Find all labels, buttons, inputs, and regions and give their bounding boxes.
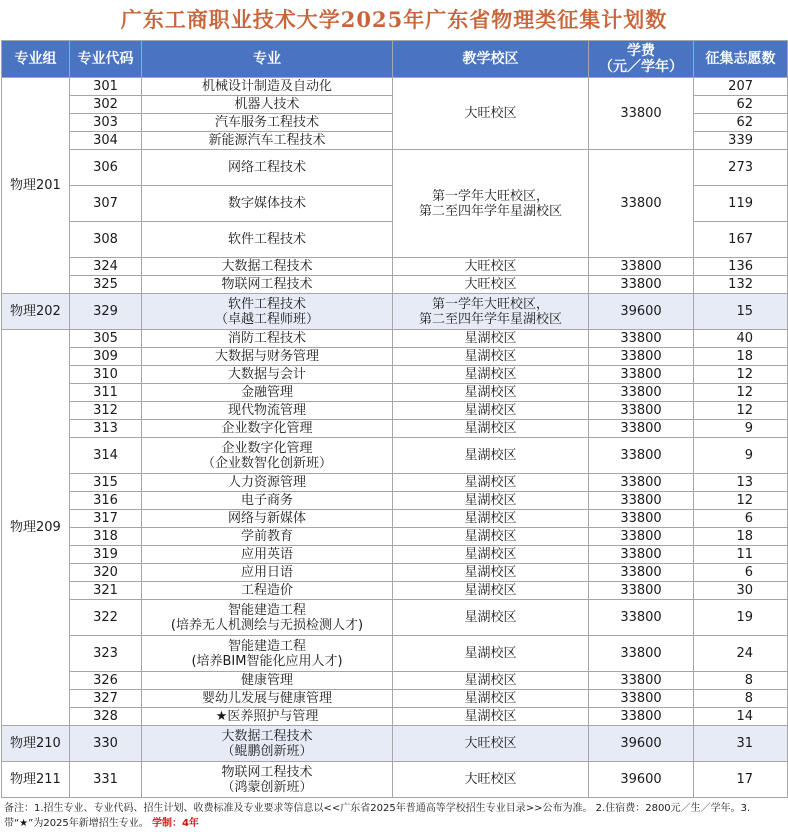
major-line1: 智能建造工程 (227, 602, 306, 618)
campus-cell: 大旺校区 (393, 78, 589, 150)
code-cell: 329 (70, 294, 142, 330)
campus-cell: 星湖校区 (393, 384, 589, 402)
header-quota: 征集志愿数 (694, 41, 788, 78)
campus-cell: 大旺校区 (393, 258, 589, 276)
campus-cell: 星湖校区 (393, 510, 589, 528)
fee-cell: 33800 (589, 402, 694, 420)
campus-cell: 星湖校区 (393, 690, 589, 708)
quota-cell: 339 (694, 132, 788, 150)
fee-cell: 33800 (589, 546, 694, 564)
header-row (2, 41, 788, 78)
campus-line2: 第二至四年学年星湖校区 (418, 203, 562, 219)
major-line1: 软件工程技术 (227, 296, 306, 312)
table-row (2, 366, 788, 384)
campus-cell: 星湖校区 (393, 420, 589, 438)
major-cell: 软件工程技术 (142, 222, 393, 258)
major-cell: 电子商务 (142, 492, 393, 510)
code-cell: 313 (70, 420, 142, 438)
fee-cell: 33800 (589, 636, 694, 672)
major-cell: 现代物流管理 (142, 402, 393, 420)
quota-cell: 19 (694, 600, 788, 636)
major-line2: （鲲鹏创新班） (221, 743, 313, 759)
group-cell: 物理211 (2, 762, 70, 798)
major-cell: 数字媒体技术 (142, 186, 393, 222)
campus-cell (393, 150, 589, 258)
major-cell: 大数据与会计 (142, 366, 393, 384)
major-cell: 学前教育 (142, 528, 393, 546)
code-cell: 310 (70, 366, 142, 384)
group-cell: 物理201 (2, 78, 70, 294)
major-cell (142, 636, 393, 672)
fee-cell: 33800 (589, 420, 694, 438)
table-row (2, 276, 788, 294)
major-cell (142, 438, 393, 474)
major-cell: 婴幼儿发展与健康管理 (142, 690, 393, 708)
admission-plan-table (1, 40, 788, 798)
major-cell: 网络与新媒体 (142, 510, 393, 528)
table-row (2, 150, 788, 186)
table-row (2, 564, 788, 582)
fee-cell: 33800 (589, 600, 694, 636)
campus-cell: 星湖校区 (393, 402, 589, 420)
quota-cell: 12 (694, 402, 788, 420)
quota-cell: 136 (694, 258, 788, 276)
major-cell: 人力资源管理 (142, 474, 393, 492)
fee-cell: 33800 (589, 492, 694, 510)
fee-cell: 39600 (589, 726, 694, 762)
table-row (2, 546, 788, 564)
major-cell (142, 726, 393, 762)
fee-cell: 33800 (589, 258, 694, 276)
footnote-text: 备注：1.招生专业、专业代码、招生计划、收费标准及专业要求等信息以<<广东省2025年普通高等学校招生专业目录>>公布为准。 2.住宿费：2800元／生／学年。3.带“★”为2025年新增招生专业。 (4, 803, 751, 829)
fee-cell: 33800 (589, 366, 694, 384)
fee-cell: 33800 (589, 582, 694, 600)
quota-cell: 9 (694, 438, 788, 474)
code-cell: 323 (70, 636, 142, 672)
code-cell: 301 (70, 78, 142, 96)
campus-cell: 星湖校区 (393, 492, 589, 510)
code-cell: 324 (70, 258, 142, 276)
major-cell (142, 600, 393, 636)
table-row (2, 330, 788, 348)
fee-cell: 33800 (589, 384, 694, 402)
new-major-star-icon: ★ (215, 709, 228, 724)
quota-cell: 12 (694, 492, 788, 510)
fee-cell: 33800 (589, 690, 694, 708)
major-line1: 企业数字化管理 (221, 440, 313, 456)
quota-cell: 6 (694, 564, 788, 582)
fee-cell: 39600 (589, 294, 694, 330)
major-cell: 健康管理 (142, 672, 393, 690)
header-fee-line1: 学费 (627, 43, 655, 59)
major-cell: 大数据工程技术 (142, 258, 393, 276)
table-row (2, 384, 788, 402)
major-line2: （企业数智化创新班） (201, 455, 332, 471)
quota-cell: 8 (694, 672, 788, 690)
major-cell: 应用英语 (142, 546, 393, 564)
code-cell: 326 (70, 672, 142, 690)
code-cell: 330 (70, 726, 142, 762)
quota-cell: 13 (694, 474, 788, 492)
quota-cell: 15 (694, 294, 788, 330)
major-cell: 企业数字化管理 (142, 420, 393, 438)
quota-cell: 11 (694, 546, 788, 564)
code-cell: 309 (70, 348, 142, 366)
fee-cell: 33800 (589, 276, 694, 294)
quota-cell: 40 (694, 330, 788, 348)
fee-cell: 33800 (589, 438, 694, 474)
table-row (2, 258, 788, 276)
campus-cell: 星湖校区 (393, 582, 589, 600)
major-line2: (培养BIM智能化应用人才) (191, 653, 343, 669)
major-cell: 大数据与财务管理 (142, 348, 393, 366)
table-row (2, 726, 788, 762)
fee-cell: 33800 (589, 672, 694, 690)
fee-cell: 33800 (589, 348, 694, 366)
code-cell: 306 (70, 150, 142, 186)
footnote-highlight: 学制：4年 (151, 818, 199, 829)
table-row (2, 510, 788, 528)
table-row (2, 762, 788, 798)
campus-cell: 星湖校区 (393, 672, 589, 690)
code-cell: 327 (70, 690, 142, 708)
fee-cell: 33800 (589, 330, 694, 348)
code-cell: 320 (70, 564, 142, 582)
fee-cell: 39600 (589, 762, 694, 798)
code-cell: 304 (70, 132, 142, 150)
code-cell: 307 (70, 186, 142, 222)
table-row (2, 420, 788, 438)
table-row (2, 636, 788, 672)
campus-cell: 星湖校区 (393, 636, 589, 672)
table-row (2, 294, 788, 330)
major-line1: 大数据工程技术 (221, 728, 313, 744)
quota-cell: 273 (694, 150, 788, 186)
major-cell (142, 708, 393, 726)
code-cell: 321 (70, 582, 142, 600)
quota-cell: 9 (694, 420, 788, 438)
code-cell: 317 (70, 510, 142, 528)
fee-cell: 33800 (589, 510, 694, 528)
quota-cell: 18 (694, 348, 788, 366)
quota-cell: 62 (694, 96, 788, 114)
quota-cell: 6 (694, 510, 788, 528)
code-cell: 322 (70, 600, 142, 636)
campus-cell: 星湖校区 (393, 546, 589, 564)
table-row (2, 438, 788, 474)
major-cell: 应用日语 (142, 564, 393, 582)
code-cell: 312 (70, 402, 142, 420)
table-row (2, 492, 788, 510)
table-row (2, 600, 788, 636)
quota-cell: 24 (694, 636, 788, 672)
code-cell: 316 (70, 492, 142, 510)
table-row (2, 78, 788, 96)
major-cell: 机械设计制造及自动化 (142, 78, 393, 96)
campus-cell: 星湖校区 (393, 564, 589, 582)
major-cell: 机器人技术 (142, 96, 393, 114)
quota-cell: 31 (694, 726, 788, 762)
campus-cell: 星湖校区 (393, 474, 589, 492)
major-line2: （鸿蒙创新班） (221, 779, 313, 795)
code-cell: 305 (70, 330, 142, 348)
page-title: 广东工商职业技术大学2025年广东省物理类征集计划数 (120, 7, 668, 32)
major-cell: 物联网工程技术 (142, 276, 393, 294)
major-cell: 金融管理 (142, 384, 393, 402)
header-major: 专业 (142, 41, 393, 78)
code-cell: 303 (70, 114, 142, 132)
campus-cell: 大旺校区 (393, 726, 589, 762)
major-cell: 消防工程技术 (142, 330, 393, 348)
quota-cell: 167 (694, 222, 788, 258)
campus-cell: 星湖校区 (393, 438, 589, 474)
fee-cell: 33800 (589, 528, 694, 546)
quota-cell: 132 (694, 276, 788, 294)
table-row (2, 690, 788, 708)
major-line2: (培养无人机测绘与无损检测人才) (170, 617, 364, 633)
campus-cell: 星湖校区 (393, 528, 589, 546)
campus-cell: 星湖校区 (393, 348, 589, 366)
major-cell: 汽车服务工程技术 (142, 114, 393, 132)
fee-cell: 33800 (589, 78, 694, 150)
table-row (2, 474, 788, 492)
table-row (2, 708, 788, 726)
fee-cell: 33800 (589, 474, 694, 492)
quota-cell: 207 (694, 78, 788, 96)
quota-cell: 14 (694, 708, 788, 726)
campus-cell: 星湖校区 (393, 330, 589, 348)
fee-cell: 33800 (589, 150, 694, 258)
table-row (2, 348, 788, 366)
table-row (2, 402, 788, 420)
campus-cell (393, 294, 589, 330)
campus-line1: 第一学年大旺校区， (431, 296, 549, 312)
major-line1: 智能建造工程 (227, 638, 306, 654)
campus-cell: 星湖校区 (393, 366, 589, 384)
fee-cell: 33800 (589, 708, 694, 726)
quota-cell: 17 (694, 762, 788, 798)
group-cell: 物理210 (2, 726, 70, 762)
quota-cell: 12 (694, 384, 788, 402)
quota-cell: 30 (694, 582, 788, 600)
code-cell: 302 (70, 96, 142, 114)
code-cell: 311 (70, 384, 142, 402)
code-cell: 314 (70, 438, 142, 474)
major-cell (142, 762, 393, 798)
header-group: 专业组 (2, 41, 70, 78)
code-cell: 318 (70, 528, 142, 546)
major-cell: 新能源汽车工程技术 (142, 132, 393, 150)
campus-cell: 大旺校区 (393, 762, 589, 798)
campus-line1: 第一学年大旺校区， (431, 188, 549, 204)
code-cell: 319 (70, 546, 142, 564)
footnote (0, 801, 788, 831)
campus-cell: 星湖校区 (393, 600, 589, 636)
group-cell: 物理209 (2, 330, 70, 726)
code-cell: 331 (70, 762, 142, 798)
header-fee (589, 41, 694, 78)
code-cell: 328 (70, 708, 142, 726)
table-row (2, 528, 788, 546)
quota-cell: 62 (694, 114, 788, 132)
header-fee-line2: （元／学年） (599, 59, 683, 75)
quota-cell: 8 (694, 690, 788, 708)
header-code: 专业代码 (70, 41, 142, 78)
campus-cell: 星湖校区 (393, 708, 589, 726)
code-cell: 308 (70, 222, 142, 258)
quota-cell: 12 (694, 366, 788, 384)
major-text: 医养照护与管理 (227, 709, 319, 724)
fee-cell: 33800 (589, 564, 694, 582)
code-cell: 325 (70, 276, 142, 294)
campus-line2: 第二至四年学年星湖校区 (418, 311, 562, 327)
code-cell: 315 (70, 474, 142, 492)
campus-cell: 大旺校区 (393, 276, 589, 294)
table-row (2, 672, 788, 690)
major-line2: （卓越工程师班） (214, 311, 319, 327)
major-cell: 工程造价 (142, 582, 393, 600)
table-row (2, 582, 788, 600)
major-cell: 网络工程技术 (142, 150, 393, 186)
header-campus: 教学校区 (393, 41, 589, 78)
quota-cell: 18 (694, 528, 788, 546)
major-line1: 物联网工程技术 (221, 764, 313, 780)
group-cell: 物理202 (2, 294, 70, 330)
quota-cell: 119 (694, 186, 788, 222)
major-cell (142, 294, 393, 330)
